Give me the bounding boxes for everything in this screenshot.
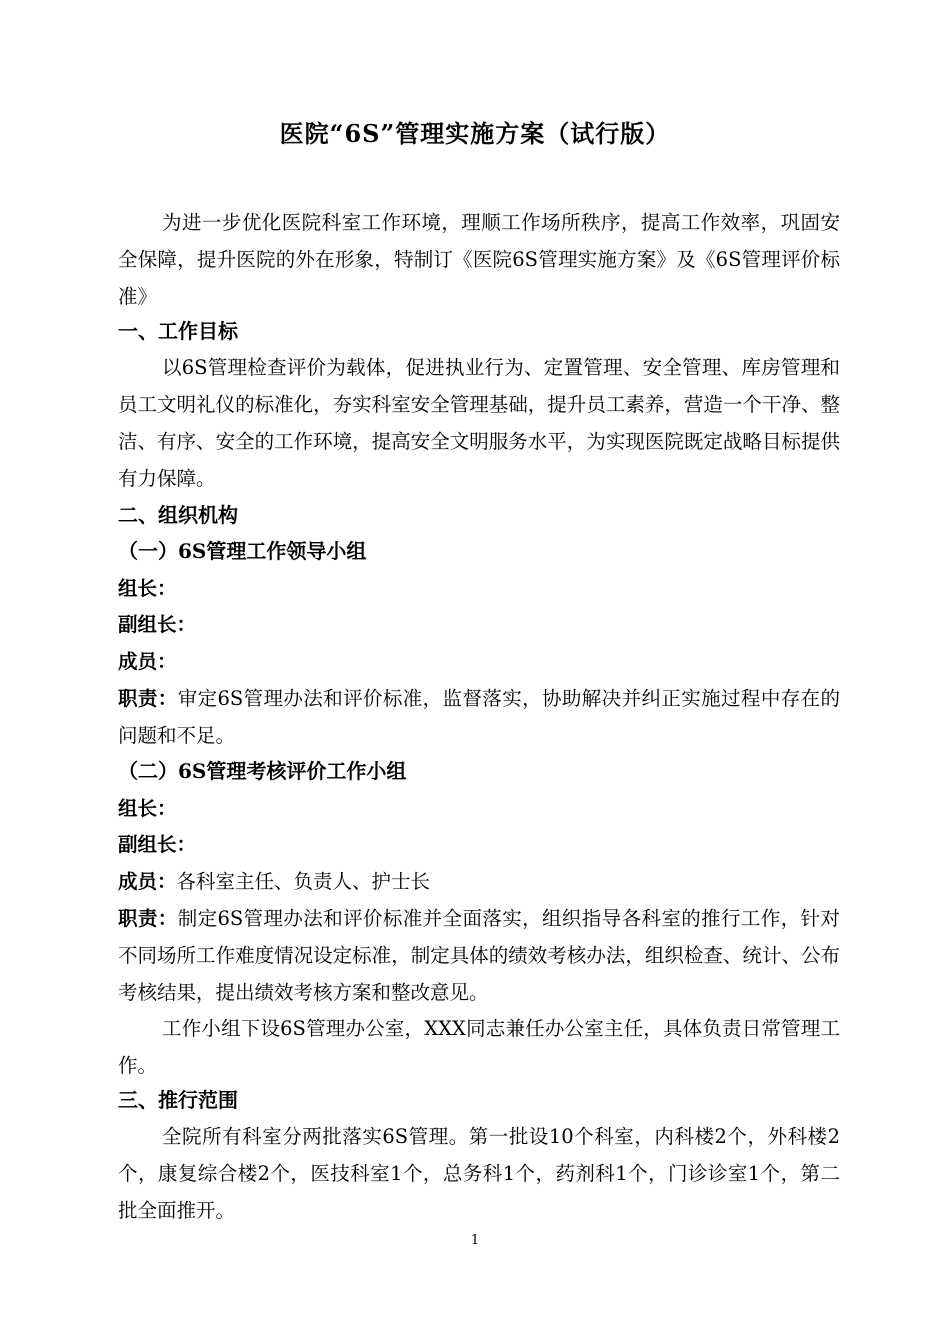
assessment-members-field [118, 863, 840, 900]
leadership-deputy-field [118, 606, 840, 643]
field-label: 组长： [118, 577, 177, 600]
assessment-duty-field [118, 900, 840, 1011]
leadership-duty-field [118, 680, 840, 754]
field-text: 审定6S管理办法和评价标准，监督落实，协助解决并纠正实施过程中存在的问题和不足。 [118, 687, 840, 747]
field-text: 各科室主任、负责人、护士长 [176, 870, 431, 893]
field-label: 副组长： [118, 613, 197, 636]
office-note-paragraph: 工作小组下设6S管理办公室，XXX同志兼任办公室主任，具体负责日常管理工作。 [118, 1017, 840, 1077]
field-label: 组长： [118, 797, 177, 820]
subsection-heading-assessment-group: （二）6S管理考核评价工作小组 [118, 759, 407, 783]
section-heading-goals: 一、工作目标 [118, 319, 238, 343]
scope-paragraph: 全院所有科室分两批落实6S管理。第一批设10个科室，内科楼2个，外科楼2个，康复综合楼2个，医技科室1个，总务科1个，药剂科1个，门诊诊室1个，第二批全面推开。 [118, 1125, 840, 1222]
field-label: 成员： [118, 870, 177, 893]
field-label: 成员： [118, 650, 177, 673]
document-title: 医院“6S”管理实施方案（试行版） [279, 119, 671, 148]
leadership-leader-field [118, 570, 840, 607]
page-number: 1 [470, 1233, 480, 1248]
field-label: 职责： [118, 907, 178, 930]
assessment-leader-field [118, 790, 840, 827]
field-label: 副组长： [118, 833, 197, 856]
section-heading-scope: 三、推行范围 [118, 1088, 238, 1112]
leadership-members-field [118, 643, 840, 680]
field-text: 制定6S管理办法和评价标准并全面落实，组织指导各科室的推行工作，针对不同场所工作难度情况设定标准，制定具体的绩效考核办法，组织检查、统计、公布考核结果，提出绩效考核方案和整改意见。 [118, 907, 840, 1004]
intro-paragraph: 为进一步优化医院科室工作环境，理顺工作场所秩序，提高工作效率，巩固安全保障，提升医院的外在形象，特制订《医院6S管理实施方案》及《6S管理评价标准》 [118, 211, 840, 308]
section-heading-organization: 二、组织机构 [118, 503, 238, 527]
field-label: 职责： [118, 687, 178, 710]
assessment-deputy-field [118, 826, 840, 863]
subsection-heading-leadership-group: （一）6S管理工作领导小组 [118, 539, 367, 563]
goals-paragraph: 以6S管理检查评价为载体，促进执业行为、定置管理、安全管理、库房管理和员工文明礼仪的标准化，夯实科室安全管理基础，提升员工素养，营造一个干净、整洁、有序、安全的工作环境，提高安全文明服务水平，为实现医院既定战略目标提供有力保障。 [118, 356, 840, 490]
